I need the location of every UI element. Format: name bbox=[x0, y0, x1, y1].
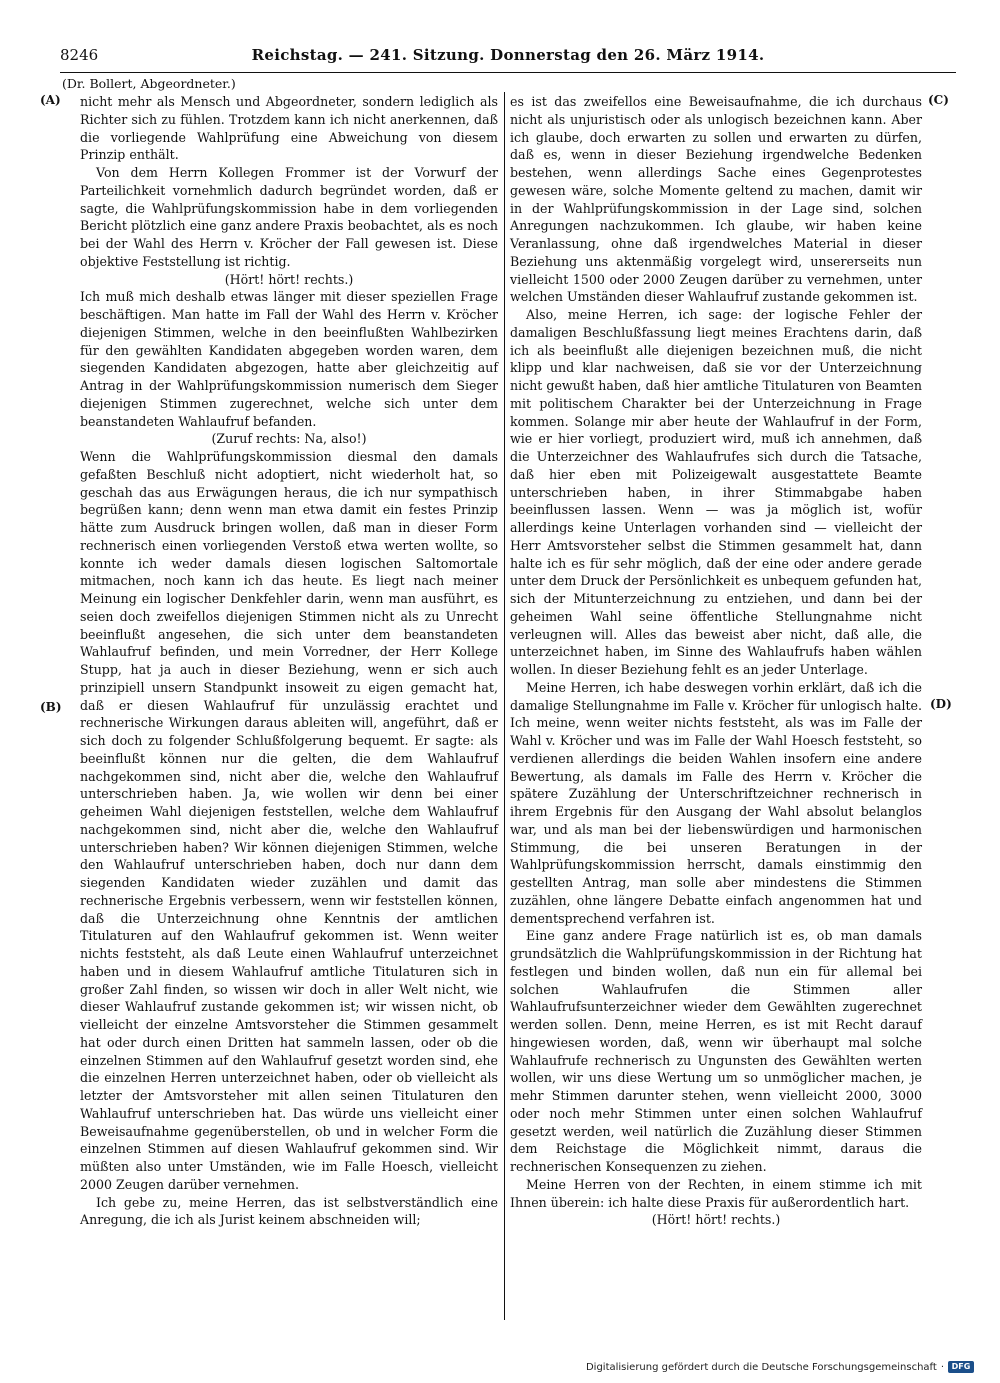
footer: Digitalisierung gefördert durch die Deutsche Forschungsgemeinschaft · DFG bbox=[586, 1361, 974, 1373]
paragraph: Ich muß mich deshalb etwas länger mit dieser speziellen Frage beschäftigen. Man hatte im Fall der Wahl des Herrn v. Kröcher diejenigen Stimmen, welche in den beeinflußten Wahlbezirken für den gewählten Kandidaten abgegeben worden waren, dem siegenden Kandidaten abgezogen, hatte aber gleichzeitig auf Antrag in der Wahlprüfungskommission numerisch dem Sieger diejenigen Stimmen zugerechnet, welche sich unter dem beanstandeten Wahlaufruf befanden. bbox=[80, 289, 498, 429]
interjection: (Hört! hört! rechts.) bbox=[651, 1212, 781, 1228]
paragraph: Meine Herren von der Rechten, in einem stimme ich mit Ihnen überein: ich halte diese Praxis für außerordentlich hart. bbox=[510, 1176, 922, 1210]
footer-text: Digitalisierung gefördert durch die Deutsche Forschungsgemeinschaft bbox=[585, 1361, 937, 1373]
margin-mark-c: (C) bbox=[928, 93, 949, 107]
margin-mark-b: (B) bbox=[40, 700, 62, 714]
paragraph: Also, meine Herren, ich sage: der logische Fehler der damaligen Beschlußfassung liegt meines Erachtens darin, daß ich als beeinflußt alle diejenigen bezeichnen muß, die nicht klipp und klar nachweisen, daß sie vor der Unterzeichnung nicht gewußt haben, daß hier amtliche Titulaturen von Beamten mit politischem Charakter bei der Unterzeichnung in Frage kommen. Solange mir aber heute der Wahlaufruf in der Form, wie er hier vorliegt, produziert wird, muß ich annehmen, daß die Unterzeichner des Wahlaufrufes sich durch die Tatsache, daß hier eben mit Polizeigewalt ausgestattete Beamte unterschrieben haben, in ihrer Stimmabgabe haben beeinflussen lassen. Wenn — was ja möglich ist, wofür allerdings keine Unterlagen vorhanden sind — vielleicht der Herr Amtsvorsteher selbst die Stimmen gesammelt hat, dann halte ich es für sehr möglich, daß der eine oder andere gerade unter dem Druck der Persönlichkeit es unbequem gefunden hat, sich der Mitunterzeichnung zu entziehen, und dann bei der geheimen Wahl seine öffentliche Stellungnahme nicht verleugnen will. Alles das beweist aber nicht, daß alle, die unterzeichnet haben, im Sinne des Wahlaufrufs haben wählen wollen. In dieser Beziehung fehlt es an jeder Unterlage. bbox=[510, 307, 922, 677]
paragraph: es ist das zweifellos eine Beweisaufnahme, die ich durchaus nicht als unjuristisch oder als unlogisch bezeichnen kann. Aber ich glaube, doch erwarten zu sollen und erwarten zu dürfen, daß es, wenn in dieser Beziehung irgendwelche Bedenken bestehen, wenn allerdings Sache eines Gegenprotestes gewesen wäre, solche Momente geltend zu machen, damit wir in der Wahlprüfungskommission in der Lage sind, solchen Anregungen nachzukommen. Ich glaube, wir haben keine Veranlassung, ohne daß irgendwelches Material in dieser Beziehung uns aktenmäßig vorgelegt wird, unsererseits nun vielleicht 1500 oder 2000 Zeugen darüber zu vernehmen, unter welchen Umständen dieser Wahlaufruf zustande gekommen ist. bbox=[510, 94, 922, 305]
speaker-note: (Dr. Bollert, Abgeordneter.) bbox=[62, 76, 236, 91]
paragraph: Von dem Herrn Kollegen Frommer ist der Vorwurf der Parteilichkeit vornehmlich dadurch begründet worden, daß er sagte, die Wahlprüfungskommission habe in dem vorliegenden Bericht plötzlich eine ganz andere Praxis beobachtet, als es noch bei der Wahl des Herrn v. Kröcher der Fall gewesen ist. Diese objektive Feststellung ist richtig. bbox=[80, 165, 498, 269]
column-divider bbox=[504, 92, 505, 1320]
paragraph: Wenn die Wahlprüfungskommission diesmal den damals gefaßten Beschluß nicht adoptiert, nicht wiederholt hat, so geschah das aus Erwägungen heraus, die ich nur sympathisch begrüßen kann; denn wenn man etwa damit ein festes Prinzip hätte zum Ausdruck bringen wollen, daß man in dieser Form rechnerisch einen vorliegenden Verstoß etwa werten wollte, so konnte ich weder damals diesen logischen Saltomortale mitmachen, noch kann ich das heute. Es liegt nach meiner Meinung ein logischer Denkfehler darin, wenn man ausführt, es seien doch zweifellos diejenigen Stimmen nicht als zu Unrecht beeinflußt angesehen, die sich unter dem beanstandeten Wahlaufruf befinden, und mein Vorredner, der Herr Kollege Stupp, hat ja auch in dieser Beziehung, wenn er sich auch prinzipiell unsern Standpunkt insoweit zu eigen gemacht hat, daß er diesen Wahlaufruf für unzulässig erachtet und rechnerische Wirkungen daraus ableiten will, angeführt, daß er sich doch zu folgender Schlußfolgerung bequemt. Er sagte: als beeinflußt können nur die gelten, die dem Wahlaufruf nachgekommen sind, nicht aber die, welche den Wahlaufruf unterschrieben haben. Ja, wie wollen wir denn bei einer geheimen Wahl diejenigen feststellen, welche dem Wahlaufruf nachgekommen sind, nicht aber die, welche den Wahlaufruf unterschrieben haben? Wir können diejenigen Stimmen, welche den Wahlaufruf unterschrieben haben, doch nur dann dem siegenden Kandidaten wieder zuzählen und damit das rechnerische Ergebnis verbessern, wenn wir feststellen können, daß die Unterzeichnung ohne Kenntnis der amtlichen Titulaturen auf den Wahlaufruf gekommen ist. Wenn weiter nichts feststeht, als daß Leute einen Wahlaufruf unterzeichnet haben und in diesem Wahlaufruf amtliche Titulaturen sich in großer Zahl finden, so wissen wir doch in aller Welt nicht, wie dieser Wahlaufruf zustande gekommen ist; wir wissen nicht, ob vielleicht der einzelne Amtsvorsteher die Stimmen gesammelt hat oder durch einen Dritten hat sammeln lassen, oder ob die einzelnen Stimmen auf den Wahlaufruf gesetzt worden sind, ehe die einzelnen Herren unterzeichnet haben, oder ob vielleicht als letzter der Amtsvorsteher mit allen seinen Titulaturen den Wahlaufruf unterschrieben hat. Das würde uns vielleicht einer Beweisaufnahme gegenüberstellen, ob und in welcher Form die einzelnen Stimmen auf diesen Wahlaufruf gekommen sind. Wir müßten also unter Umständen, wie im Falle Hoesch, vielleicht 2000 Zeugen darüber vernehmen. bbox=[80, 449, 498, 1192]
left-column bbox=[80, 93, 498, 1229]
margin-mark-d: (D) bbox=[930, 697, 952, 711]
paragraph: Eine ganz andere Frage natürlich ist es, ob man damals grundsätzlich die Wahlprüfungskommission in der Richtung hat festlegen und binden wollen, daß nun ein für allemal bei solchen Wahlaufrufen die Stimmen aller Wahlaufrufsunterzeichner wieder dem Gewählten zugerechnet werden sollen. Denn, meine Herren, es ist mit Recht darauf hingewiesen worden, daß, wenn wir überhaupt mal solche Wahlaufrufe rechnerisch zu Ungunsten des Gewählten werten wollen, wir uns diese Wertung um so unmöglicher machen, je mehr Stimmen darunter stehen, wenn vielleicht 2000, 3000 oder noch mehr Stimmen unter einen solchen Wahlaufruf gesetzt werden, weil natürlich die Zuzählung dieser Stimmen dem Reichstage die Möglichkeit nimmt, daraus die rechnerischen Konsequenzen zu ziehen. bbox=[510, 928, 922, 1174]
margin-mark-a: (A) bbox=[40, 93, 61, 107]
interjection: (Hört! hört! rechts.) bbox=[224, 271, 354, 287]
interjection: (Zuruf rechts: Na, also!) bbox=[211, 431, 367, 447]
page-number: 8246 bbox=[60, 46, 99, 64]
dfg-logo-icon: DFG bbox=[948, 1361, 974, 1373]
paragraph: Meine Herren, ich habe deswegen vorhin erklärt, daß ich die damalige Stellungnahme im Falle v. Kröcher für unlogisch halte. Ich meine, wenn weiter nichts feststeht, als was im Falle der Wahl v. Kröcher und was im Falle der Wahl Hoesch feststeht, so verdienen allerdings die beiden Wahlen insofern eine andere Bewertung, als damals im Falle des Herrn v. Kröcher die spätere Zuzählung der Unterschriftzeichner rechnerisch in ihrem Ergebnis für den Ausgang der Wahl absolut belanglos war, und als man bei der liebenswürdigen und harmonischen Stimmung, die bei unseren Beratungen in der Wahlprüfungskommission herrscht, damals einstimmig den gestellten Antrag, man solle aber mindestens die Stimmen zuzählen, ohne längere Debatte einfach angenommen hat und dementsprechend verfahren ist. bbox=[510, 679, 922, 926]
page-header bbox=[60, 46, 956, 68]
right-column bbox=[510, 93, 922, 1229]
running-head: Reichstag. — 241. Sitzung. Donnerstag den 26. März 1914. bbox=[251, 46, 765, 64]
header-rule bbox=[60, 72, 956, 73]
paragraph: Ich gebe zu, meine Herren, das ist selbstverständlich eine Anregung, die ich als Jurist keinem abschneiden will; bbox=[80, 1194, 498, 1228]
paragraph: nicht mehr als Mensch und Abgeordneter, sondern lediglich als Richter sich zu fühlen. Trotzdem kann ich nicht anerkennen, daß die vorliegende Wahlprüfung eine Abweichung von diesem Prinzip enthält. bbox=[80, 94, 498, 163]
